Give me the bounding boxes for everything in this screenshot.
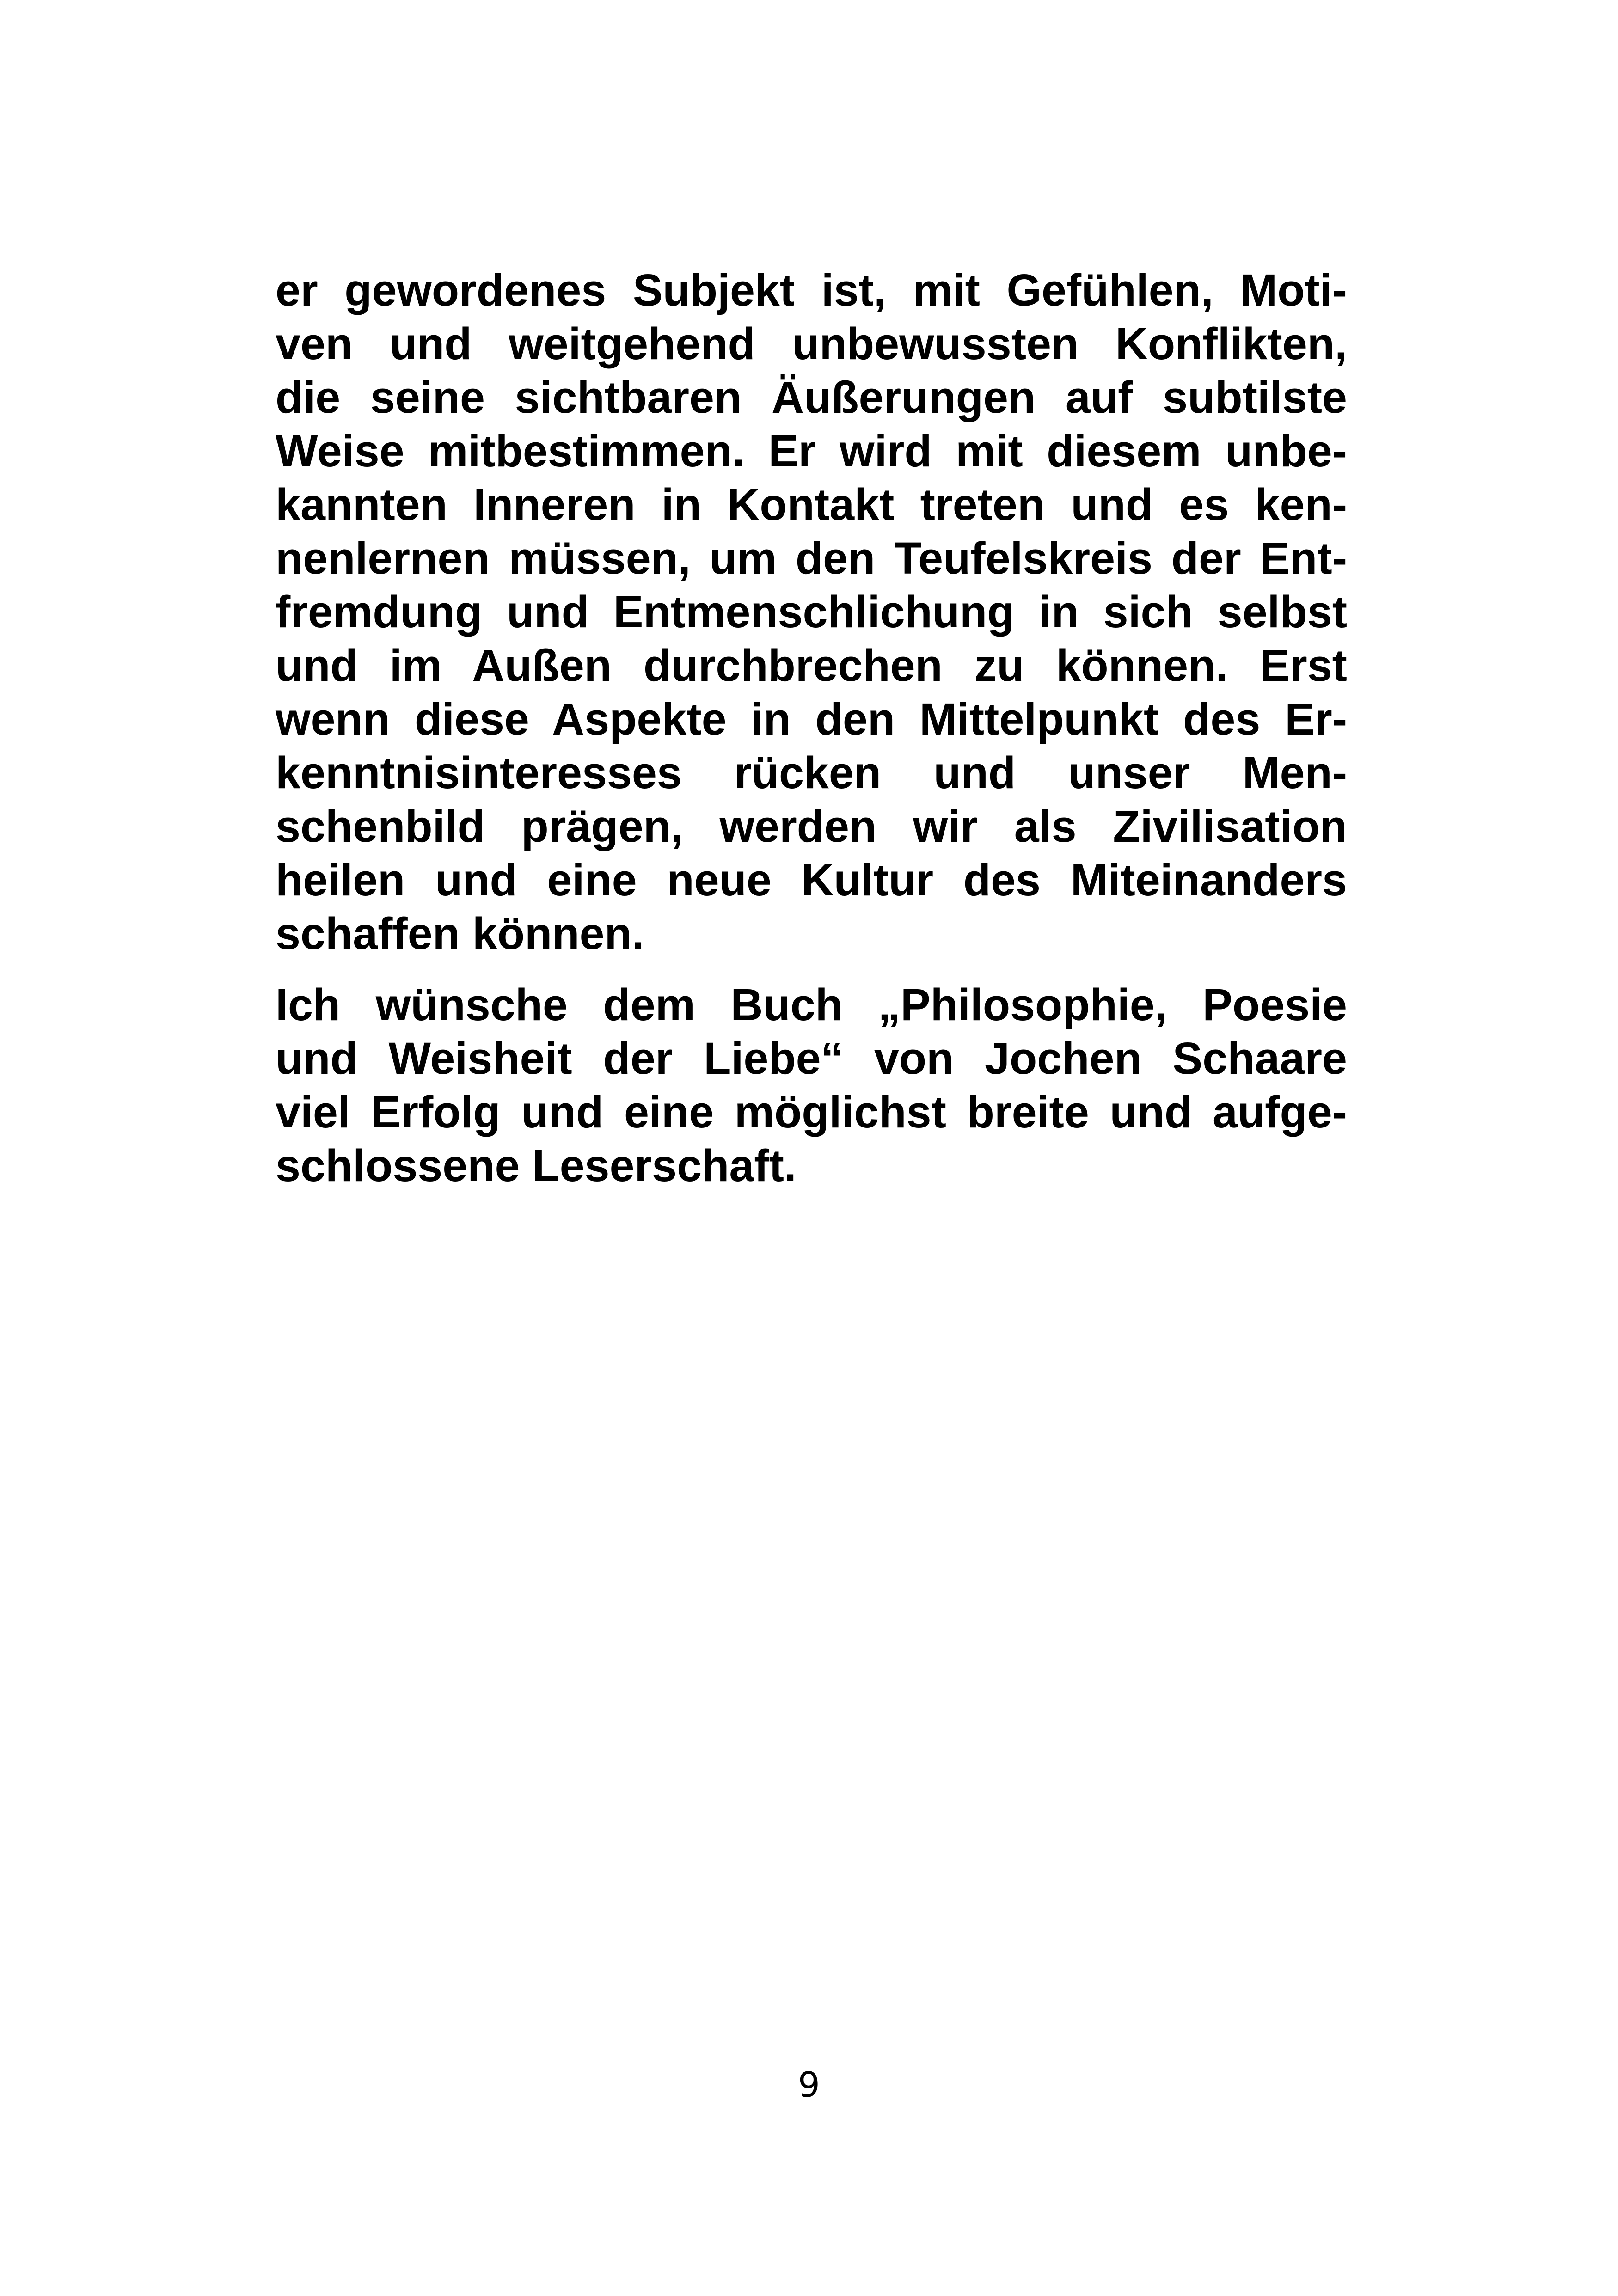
- text-line: schlossene Leserschaft.: [276, 1140, 797, 1191]
- text-line: Ich wünsche dem Buch „Philosophie, Poesie: [276, 980, 1347, 1030]
- text-line: und Weisheit der Liebe“ von Jochen Schaare: [276, 1033, 1347, 1084]
- text-line: viel Erfolg und eine möglichst breite und aufge-: [276, 1087, 1347, 1137]
- text-line: schaffen können.: [276, 908, 644, 959]
- page-number: 9: [798, 2064, 820, 2105]
- text-line: ven und weitgehend unbewussten Konflikten,: [276, 318, 1347, 369]
- text-line: kenntnisinteresses rücken und unser Men-: [276, 747, 1347, 798]
- text-line: heilen und eine neue Kultur des Miteinanders: [276, 855, 1347, 905]
- text-line: er gewordenes Subjekt ist, mit Gefühlen, Moti-: [276, 265, 1347, 315]
- text-line: wenn diese Aspekte in den Mittelpunkt des Er-: [276, 694, 1347, 744]
- text-line: Weise mitbestimmen. Er wird mit diesem unbe-: [276, 426, 1347, 476]
- text-line: nenlernen müssen, um den Teufelskreis der Ent-: [276, 533, 1347, 583]
- text-line: fremdung und Entmenschlichung in sich selbst: [276, 587, 1347, 637]
- body-text: [276, 263, 1347, 1193]
- text-line: kannten Inneren in Kontakt treten und es ken-: [276, 479, 1347, 530]
- text-line: und im Außen durchbrechen zu können. Erst: [276, 640, 1347, 691]
- paragraph-1: [276, 263, 1347, 961]
- text-line: die seine sichtbaren Äußerungen auf subtilste: [276, 372, 1347, 422]
- text-line: schenbild prägen, werden wir als Zivilisation: [276, 801, 1347, 851]
- paragraph-spacing: [276, 961, 1347, 978]
- paragraph-2: [276, 978, 1347, 1193]
